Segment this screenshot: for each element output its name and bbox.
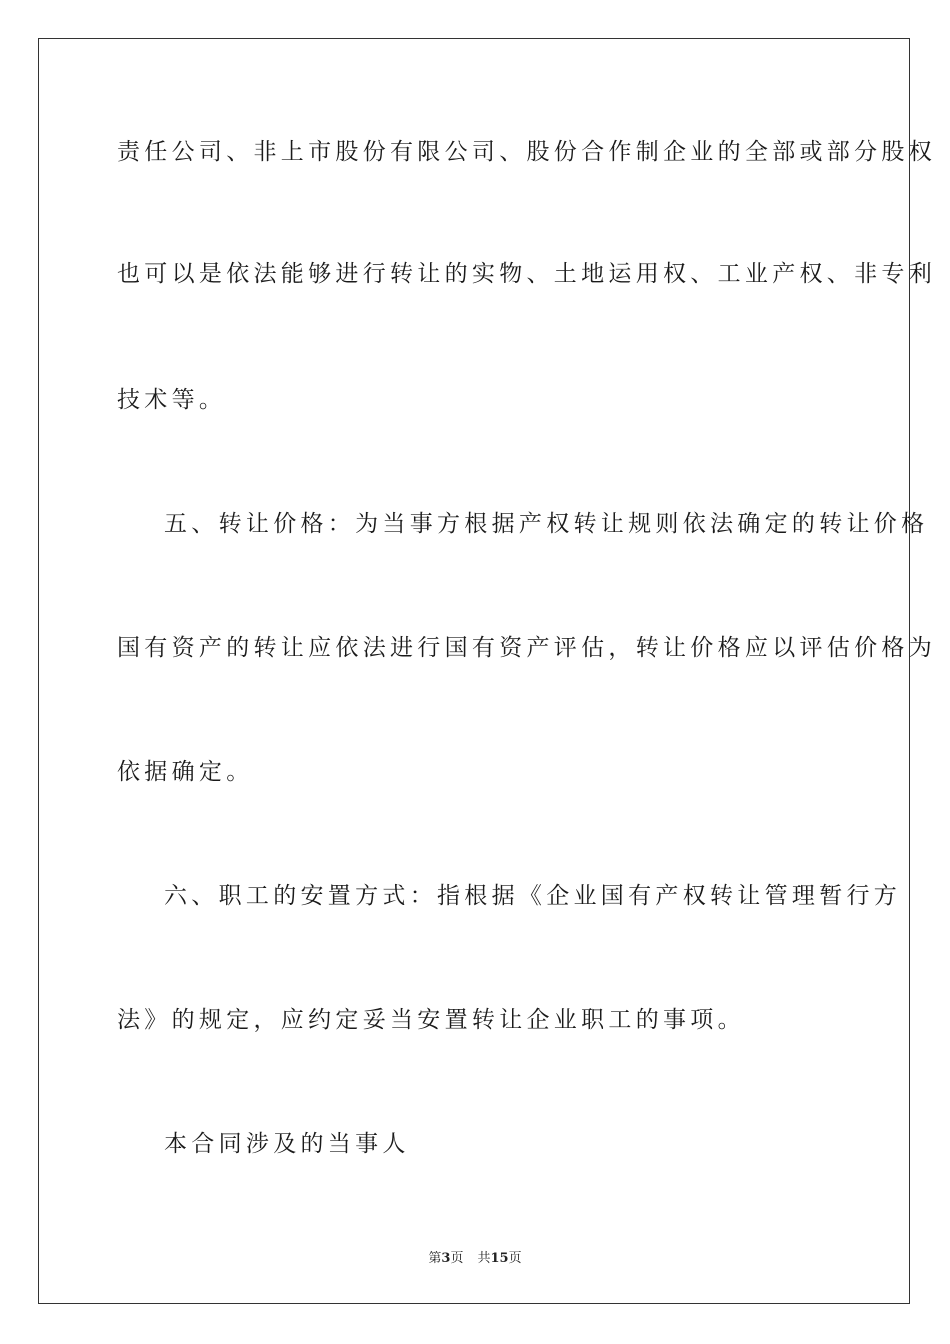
footer-page-prefix: 第 [428,1251,442,1266]
body-text-line: 依据确定。 [117,759,254,785]
footer-total-prefix: 共 [477,1251,491,1266]
section-six-heading-line: 六、职工的安置方式：指根据《企业国有产权转让管理暂行方 [164,883,902,909]
body-text-line: 也可以是依法能够进行转让的实物、土地运用权、工业产权、非专利 [117,261,936,287]
footer-total-pages: 15 [490,1251,509,1266]
section-five-heading-line: 五、转让价格：为当事方根据产权转让规则依法确定的转让价格 [164,511,929,537]
body-text-line: 责任公司、非上市股份有限公司、股份合作制企业的全部或部分股权 [117,139,936,165]
footer-page-number: 3 [441,1251,451,1266]
body-text-line: 技术等。 [117,387,227,413]
page-border [38,38,936,1304]
body-text-line: 法》的规定，应约定妥当安置转让企业职工的事项。 [117,1007,745,1033]
parties-heading-line: 本合同涉及的当事人 [164,1131,410,1157]
footer-total-suffix: 页 [508,1251,522,1266]
footer-page-suffix: 页 [450,1251,464,1266]
body-text-line: 国有资产的转让应依法进行国有资产评估，转让价格应以评估价格为 [117,635,936,661]
page-footer [0,1247,950,1266]
